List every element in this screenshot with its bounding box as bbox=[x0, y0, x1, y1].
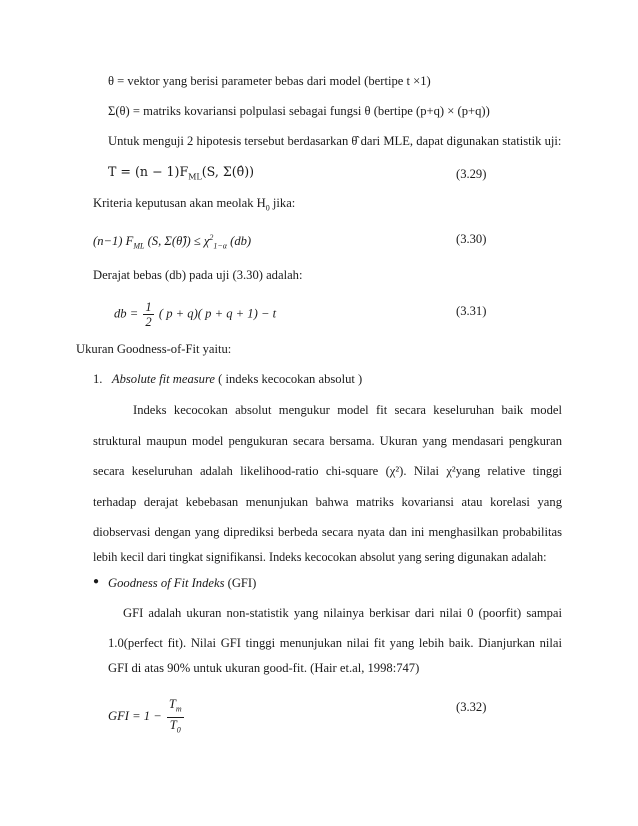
list-item-absolute-fit: 1. Absolute fit measure ( indeks kecocokan absolut ) bbox=[93, 372, 363, 386]
degrees-of-freedom-intro: Derajat bebas (db) pada uji (3.30) adalah: bbox=[93, 268, 303, 282]
equation-3-29-number: (3.29) bbox=[456, 167, 487, 181]
paragraph-line: terhadap derajat kebebasan menunjukan bahwa matriks kovariansi atau korelasi yang bbox=[93, 495, 562, 509]
equation-3-31-number: (3.31) bbox=[456, 304, 487, 318]
gof-heading: Ukuran Goodness-of-Fit yaitu: bbox=[76, 342, 232, 356]
equation-3-30-number: (3.30) bbox=[456, 232, 487, 246]
equation-3-32-number: (3.32) bbox=[456, 700, 487, 714]
paragraph-line: secara keseluruhan adalah likelihood-ratio chi-square (χ²). Nilai χ²yang relative tinggi bbox=[93, 464, 562, 478]
paragraph-line: diobservasi dengan yang diprediksi berbeda secara nyata dan ini menghasilkan probabilitas bbox=[93, 525, 562, 539]
list-item-gfi: Goodness of Fit Indeks (GFI) bbox=[108, 576, 257, 590]
paragraph-line: GFI di atas 90% untuk ukuran good-fit. (Hair et.al, 1998:747) bbox=[108, 661, 420, 675]
equation-3-32: GFI = 1 − $\frac{T_m}{T_0}$ bbox=[108, 697, 182, 735]
sigma-definition: Σ(θ) = matriks kovariansi polpulasi sebagai fungsi θ (bertipe (p+q) × (p+q)) bbox=[108, 104, 490, 118]
test-statistic-intro: Untuk menguji 2 hipotesis tersebut berdasarkan θ̂ dari MLE, dapat digunakan statistik uji: bbox=[108, 134, 562, 148]
equation-3-29: $T = (n - 1)F_{ML}(S$, Σ(θ̂)) bbox=[108, 164, 255, 182]
decision-criterion: Kriteria keputusan akan meolak $H_0$ jika: bbox=[93, 196, 296, 213]
paragraph-line: Indeks kecocokan absolut mengukur model fit secara keseluruhan baik model bbox=[133, 403, 562, 417]
paragraph-line: struktural maupun model pengukuran secara bersama. Ukuran yang mendasari pengkuran bbox=[93, 434, 562, 448]
paragraph-line: 1.0(perfect fit). Nilai GFI tinggi menunjukan nilai fit yang lebih baik. Dianjurkan nilai bbox=[108, 636, 562, 650]
equation-3-30: (n−1) $F_{ML}$ (S, Σ(θ̂)) ≤ $\chi^2_{1-\alpha}$ (db) bbox=[93, 233, 252, 251]
equation-3-31: db = $\frac{1}{2}$ ( p + q)( p + q + 1) − t bbox=[114, 300, 277, 329]
paragraph-line: GFI adalah ukuran non-statistik yang nilainya berkisar dari nilai 0 (poorfit) sampai bbox=[123, 606, 562, 620]
theta-definition: θ = vektor yang berisi parameter bebas dari model (bertipe t ×1) bbox=[108, 74, 431, 88]
bullet-icon: ● bbox=[93, 576, 100, 587]
paragraph-line: lebih kecil dari tingkat signifikansi. Indeks kecocokan absolut yang sering digunakan adalah: bbox=[93, 550, 547, 564]
